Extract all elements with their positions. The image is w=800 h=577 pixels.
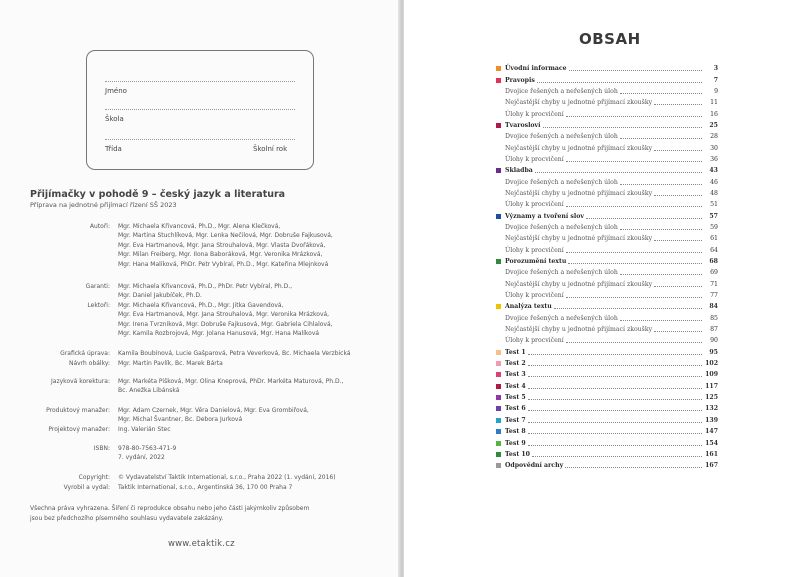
toc-page-number: 84 [709, 303, 718, 311]
chapter-color-marker [496, 350, 501, 355]
credit-line: Taktik International, s.r.o., Argentinská 36, 170 00 Praha 7 [118, 484, 293, 491]
leader-dots [654, 240, 702, 241]
toc-entry-title: Test 8 [505, 428, 526, 436]
chapter-color-marker [496, 134, 501, 139]
chapter-color-marker [496, 168, 501, 173]
leader-dots [620, 320, 702, 321]
toc-subentry[interactable] [496, 97, 718, 108]
credit-value [118, 473, 388, 482]
leader-dots [528, 422, 702, 423]
credit-line: © Vydavatelství Taktik International, s.r.o., Praha 2022 (1. vydání, 2016) [118, 474, 336, 481]
toc-subentry[interactable] [496, 142, 718, 153]
toc-chapter[interactable] [496, 369, 718, 380]
table-of-contents [496, 63, 718, 471]
credit-line: Mgr. Martina Stuchlíková, Mgr. Lenka Nečilová, Mgr. Dobruše Fajkusová, [118, 232, 333, 240]
credit-value [118, 377, 388, 396]
toc-entry-title: Test 7 [505, 416, 526, 424]
toc-subentry[interactable] [496, 245, 718, 256]
toc-subentry[interactable] [496, 86, 718, 97]
website-link[interactable]: www.etaktik.cz [168, 539, 235, 549]
credit-label: Copyright: [78, 474, 110, 481]
rights-notice [30, 504, 360, 523]
toc-chapter[interactable] [496, 381, 718, 392]
name-form-box [86, 50, 314, 170]
toc-page-number: 154 [705, 439, 718, 447]
toc-page-number: 132 [705, 405, 718, 413]
chapter-color-marker [496, 429, 501, 434]
leader-dots [620, 184, 702, 185]
toc-entry-title: Úlohy k procvičení [505, 246, 564, 254]
leader-dots [537, 82, 702, 83]
chapter-color-marker [496, 327, 501, 332]
credit-line: Mgr. Adam Czernek, Mgr. Věra Danielová, Mgr. Eva Grombiřová, [118, 407, 309, 414]
leader-dots [528, 376, 702, 377]
toc-page-number: 59 [710, 223, 718, 231]
chapter-color-marker [496, 282, 501, 287]
chapter-color-marker [496, 180, 501, 185]
credit-line: Mgr. Martin Pavlík, Bc. Marek Bárta [118, 360, 223, 367]
toc-page-number: 11 [710, 99, 718, 107]
toc-entry-title: Úvodní informace [505, 65, 567, 73]
toc-subentry[interactable] [496, 131, 718, 142]
leader-dots [654, 286, 702, 287]
toc-page-number: 9 [714, 87, 718, 95]
toc-entry-title: Test 2 [505, 360, 526, 368]
toc-page-number: 85 [710, 314, 718, 322]
toc-subentry[interactable] [496, 279, 718, 290]
toc-page-number: 68 [709, 258, 718, 266]
chapter-color-marker [496, 304, 501, 309]
leader-dots [528, 354, 702, 355]
credit-label: Produktový manažer: [46, 407, 110, 414]
leader-dots [566, 297, 702, 298]
toc-entry-title: Test 1 [505, 348, 526, 356]
leader-dots [586, 218, 702, 219]
chapter-color-marker [496, 441, 501, 446]
credit-line: Mgr. Eva Hartmanová, Mgr. Jana Strouhalová, Mgr. Vlasta Dvořáková, [118, 241, 326, 249]
credit-label: Návrh obálky: [68, 360, 110, 367]
book-subtitle: Příprava na jednotné přijímací řízení SŠ 2023 [30, 201, 177, 209]
chapter-color-marker [496, 78, 501, 83]
toc-subentry[interactable] [496, 290, 718, 301]
credit-label: Garanti: [85, 283, 110, 290]
toc-page-number: 61 [710, 235, 718, 243]
chapter-color-marker [496, 191, 501, 196]
credit-line: Mgr. Markéta Pišková, Mgr. Olina Kneprová, PhDr. Markéta Maturová, Ph.D., [118, 378, 344, 385]
chapter-color-marker [496, 395, 501, 400]
toc-entry-title: Dvojice řešených a neřešených úloh [505, 178, 618, 186]
credit-value [118, 425, 388, 434]
leader-dots [528, 433, 702, 434]
toc-chapter[interactable] [496, 120, 718, 131]
chapter-color-marker [496, 202, 501, 207]
leader-dots [535, 172, 702, 173]
toc-page-number: 25 [709, 121, 718, 129]
toc-page-number: 71 [710, 280, 718, 288]
leader-dots [528, 388, 702, 389]
leader-dots [654, 195, 702, 196]
toc-entry-title: Významy a tvoření slov [505, 212, 584, 220]
credit-line: Mgr. Irena Tvrzníková, Mgr. Dobruše Fajkusová, Mgr. Gabriela Cihlalová, [118, 320, 333, 328]
chapter-color-marker [496, 259, 501, 264]
credit-line: Mgr. Hana Malíková, PhDr. Petr Vybíral, Ph.D., Mgr. Kateřina Mlejnková [118, 260, 329, 268]
chapter-color-marker [496, 316, 501, 321]
leader-dots [568, 263, 702, 264]
toc-entry-title: Úlohy k procvičení [505, 155, 564, 163]
toc-subentry[interactable] [496, 324, 718, 335]
toc-entry-title: Nejčastější chyby u jednotné přijímací zkoušky [505, 99, 653, 107]
chapter-color-marker [496, 361, 501, 366]
toc-entry-title: Úlohy k procvičení [505, 337, 564, 345]
toc-chapter[interactable] [496, 210, 718, 221]
credit-label: Autoři: [89, 223, 110, 230]
toc-entry-title: Úlohy k procvičení [505, 110, 564, 118]
credit-line: Ing. Valerián Stec [118, 426, 171, 433]
toc-page-number: 161 [705, 450, 718, 458]
leader-dots [569, 70, 702, 71]
chapter-color-marker [496, 112, 501, 117]
toc-entry-title: Tvarosloví [505, 121, 541, 129]
toc-entry-title: Test 10 [505, 450, 530, 458]
toc-page-number: 95 [709, 348, 718, 356]
credit-line: Mgr. Michaela Křivancová, Ph.D., Mgr. Alena Klečková, [118, 223, 281, 230]
toc-page-number: 7 [713, 76, 718, 84]
credit-line: Kamila Boubínová, Lucie Gašparová, Petra Veverková, Bc. Michaela Verzbická [118, 350, 351, 357]
leader-dots [532, 456, 702, 457]
toc-page-number: 77 [710, 292, 718, 300]
toc-page-number: 36 [710, 155, 718, 163]
toc-chapter[interactable] [496, 437, 718, 448]
toc-entry-title: Dvojice řešených a neřešených úloh [505, 269, 618, 277]
leader-dots [528, 410, 702, 411]
chapter-color-marker [496, 338, 501, 343]
toc-entry-title: Nejčastější chyby u jednotné přijímací zkoušky [505, 235, 653, 243]
toc-page-number: 64 [710, 246, 718, 254]
credit-line: Mgr. Kamila Rozbrojová, Mgr. Jolana Hanusová, Mgr. Hana Malíková [118, 330, 320, 338]
toc-page-number: 57 [709, 212, 718, 220]
chapter-color-marker [496, 236, 501, 241]
toc-entry-title: Odpovědní archy [505, 462, 564, 470]
toc-chapter[interactable] [496, 460, 718, 471]
toc-chapter[interactable] [496, 165, 718, 176]
credit-label: Vyrobil a vydal: [63, 484, 110, 491]
toc-page-number: 139 [705, 416, 718, 424]
toc-page-number: 167 [705, 462, 718, 470]
toc-chapter[interactable] [496, 301, 718, 312]
toc-entry-title: Test 4 [505, 382, 526, 390]
credit-line: Bc. Anežka Libánská [118, 387, 180, 395]
credit-line: Mgr. Daniel Jakubíček, Ph.D. [118, 292, 202, 300]
rights-line: jsou bez předchozího písemného souhlasu vydavatele zakázány. [30, 514, 224, 522]
toc-page-number: 125 [705, 394, 718, 402]
chapter-color-marker [496, 123, 501, 128]
name-line[interactable] [105, 81, 295, 82]
credit-value [118, 301, 388, 339]
leader-dots [654, 104, 702, 105]
toc-entry-title: Dvojice řešených a neřešených úloh [505, 133, 618, 141]
toc-entry-title: Nejčastější chyby u jednotné přijímací zkoušky [505, 326, 653, 334]
toc-entry-title: Nejčastější chyby u jednotné přijímací zkoušky [505, 144, 653, 152]
toc-chapter[interactable] [496, 392, 718, 403]
credit-line: Mgr. Michal Švantner, Bc. Debora Jurková [118, 416, 243, 424]
credit-label: Jazyková korektura: [51, 378, 110, 385]
toc-page-number: 3 [713, 65, 718, 73]
toc-entry-title: Nejčastější chyby u jednotné přijímací zkoušky [505, 189, 653, 197]
toc-page-number: 48 [710, 189, 718, 197]
leader-dots [554, 308, 702, 309]
toc-entry-title: Test 3 [505, 371, 526, 379]
credit-value [118, 359, 388, 368]
toc-subentry[interactable] [496, 222, 718, 233]
credit-value [118, 444, 388, 463]
leader-dots [620, 93, 702, 94]
toc-subentry[interactable] [496, 188, 718, 199]
credit-line: Mgr. Michaela Křivancová, Ph.D., Mgr. Jitka Gavendová, [118, 302, 284, 309]
rights-line: Všechna práva vyhrazena. Šíření či reprodukce obsahu nebo jeho části jakýmkoliv způsobem [30, 505, 310, 512]
credit-label: Lektoři: [87, 302, 110, 309]
leader-dots [528, 399, 702, 400]
chapter-color-marker [496, 406, 501, 411]
toc-chapter[interactable] [496, 449, 718, 460]
school-line[interactable] [105, 109, 295, 110]
toc-chapter[interactable] [496, 358, 718, 369]
toc-entry-title: Dvojice řešených a neřešených úloh [505, 314, 618, 322]
toc-chapter[interactable] [496, 426, 718, 437]
credit-value [118, 222, 388, 269]
chapter-color-marker [496, 463, 501, 468]
chapter-color-marker [496, 225, 501, 230]
credit-value [118, 406, 388, 425]
credit-line: 7. vydání, 2022 [118, 454, 165, 462]
credit-value [118, 282, 388, 301]
toc-entry-title: Pravopis [505, 76, 535, 84]
class-line[interactable] [105, 139, 295, 140]
toc-entry-title: Analýza textu [505, 303, 552, 311]
credit-line: 978-80-7563-471-9 [118, 445, 177, 452]
toc-subentry[interactable] [496, 335, 718, 346]
toc-entry-title: Test 5 [505, 394, 526, 402]
toc-entry-title: Porozumění textu [505, 258, 567, 266]
toc-subentry[interactable] [496, 154, 718, 165]
toc-entry-title: Úlohy k procvičení [505, 201, 564, 209]
chapter-color-marker [496, 452, 501, 457]
toc-entry-title: Úlohy k procvičení [505, 292, 564, 300]
toc-subentry[interactable] [496, 176, 718, 187]
class-label: Třída [105, 145, 122, 153]
toc-page-number: 69 [710, 269, 718, 277]
toc-page-number: 90 [710, 337, 718, 345]
leader-dots [654, 150, 702, 151]
toc-page-number: 46 [710, 178, 718, 186]
toc-page-number: 16 [710, 110, 718, 118]
book-title: Přijímačky v pohodě 9 – český jazyk a literatura [30, 189, 286, 200]
toc-chapter[interactable] [496, 63, 718, 74]
toc-title: OBSAH [579, 30, 641, 48]
leader-dots [528, 445, 702, 446]
chapter-color-marker [496, 66, 501, 71]
chapter-color-marker [496, 146, 501, 151]
chapter-color-marker [496, 100, 501, 105]
toc-chapter[interactable] [496, 74, 718, 85]
toc-page-number: 51 [710, 201, 718, 209]
toc-subentry[interactable] [496, 199, 718, 210]
toc-page-number: 87 [710, 326, 718, 334]
year-label: Školní rok [253, 145, 288, 153]
chapter-color-marker [496, 214, 501, 219]
leader-dots [528, 365, 702, 366]
chapter-color-marker [496, 89, 501, 94]
leader-dots [566, 116, 702, 117]
toc-entry-title: Dvojice řešených a neřešených úloh [505, 87, 618, 95]
chapter-color-marker [496, 418, 501, 423]
credit-line: Mgr. Michaela Křivancová, Ph.D., PhDr. Petr Vybíral, Ph.D., [118, 283, 293, 290]
toc-entry-title: Dvojice řešených a neřešených úloh [505, 223, 618, 231]
toc-page-number: 147 [705, 428, 718, 436]
toc-entry-title: Nejčastější chyby u jednotné přijímací zkoušky [505, 280, 653, 288]
leader-dots [566, 252, 702, 253]
school-label: Škola [105, 115, 124, 123]
name-label: Jméno [105, 87, 127, 95]
toc-chapter[interactable] [496, 256, 718, 267]
leader-dots [620, 138, 702, 139]
toc-entry-title: Skladba [505, 167, 533, 175]
chapter-color-marker [496, 157, 501, 162]
toc-chapter[interactable] [496, 403, 718, 414]
toc-chapter[interactable] [496, 415, 718, 426]
toc-entry-title: Test 9 [505, 439, 526, 447]
toc-subentry[interactable] [496, 233, 718, 244]
toc-page-number: 28 [710, 133, 718, 141]
toc-page-number: 30 [710, 144, 718, 152]
leader-dots [654, 331, 702, 332]
credit-label: ISBN: [93, 445, 110, 452]
toc-page-number: 43 [709, 167, 718, 175]
credit-value [118, 483, 388, 492]
leader-dots [566, 206, 702, 207]
toc-subentry[interactable] [496, 313, 718, 324]
toc-subentry[interactable] [496, 267, 718, 278]
toc-subentry[interactable] [496, 108, 718, 119]
right-page [404, 0, 800, 577]
credit-line: Mgr. Eva Hartmanová, Mgr. Jana Strouhalová, Mgr. Veronika Mrázková, [118, 311, 330, 319]
credit-label: Projektový manažer: [48, 426, 110, 433]
leader-dots [566, 342, 702, 343]
chapter-color-marker [496, 384, 501, 389]
credit-label: Grafická úprava: [60, 350, 110, 357]
toc-entry-title: Test 6 [505, 405, 526, 413]
leader-dots [543, 127, 702, 128]
toc-chapter[interactable] [496, 347, 718, 358]
toc-page-number: 109 [705, 371, 718, 379]
leader-dots [565, 467, 702, 468]
chapter-color-marker [496, 270, 501, 275]
chapter-color-marker [496, 248, 501, 253]
leader-dots [620, 229, 702, 230]
leader-dots [620, 274, 702, 275]
leader-dots [566, 161, 702, 162]
credit-value [118, 349, 388, 358]
toc-page-number: 117 [705, 382, 718, 390]
chapter-color-marker [496, 293, 501, 298]
toc-page-number: 102 [705, 360, 718, 368]
chapter-color-marker [496, 372, 501, 377]
credit-line: Mgr. Milan Freiberg, Mgr. Ilona Baboráková, Mgr. Veronika Mrázková, [118, 251, 323, 259]
